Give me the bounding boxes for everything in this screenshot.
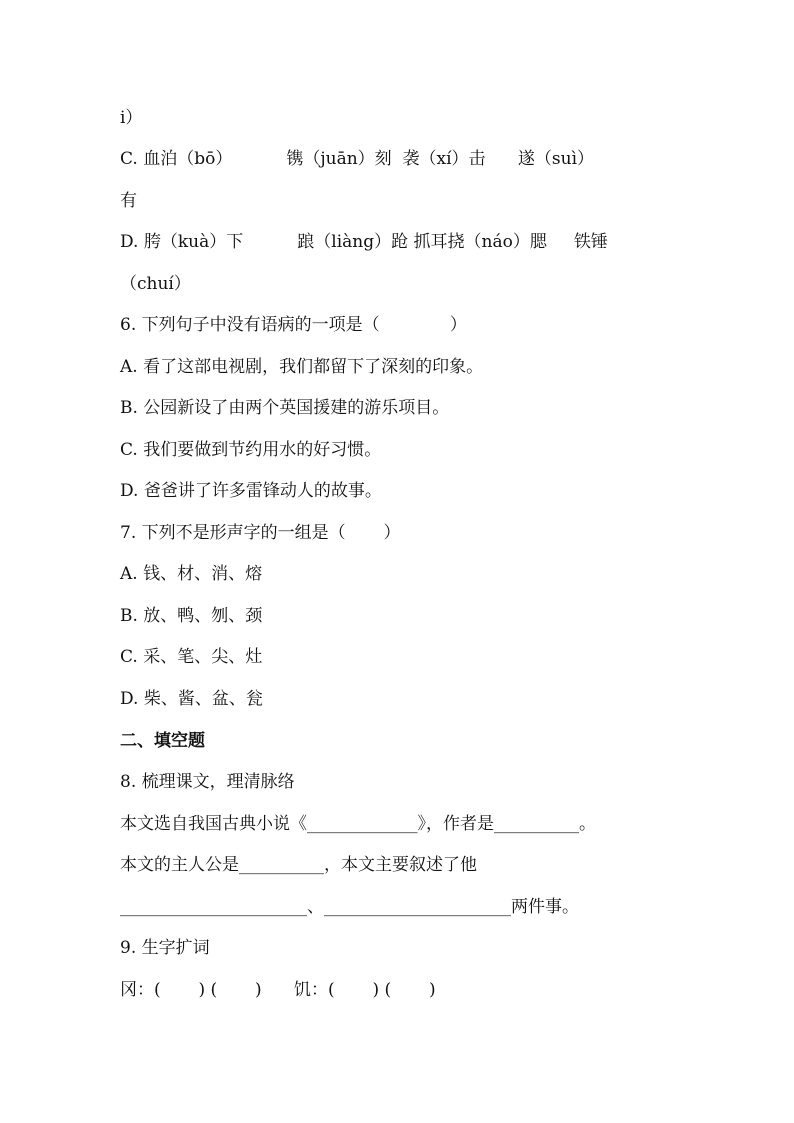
question-7-option-a: A. 钱、材、消、熔 (120, 564, 263, 584)
question-6-option-d: D. 爸爸讲了许多雷锋动人的故事。 (120, 481, 382, 501)
question-6-option-b: B. 公园新设了由两个英国援建的游乐项目。 (120, 398, 450, 418)
question-8-line-3: ______________________、______________________两件事。 (120, 897, 579, 917)
question-8-line-2: 本文的主人公是__________，本文主要叙述了他 (120, 855, 477, 875)
question-7-option-c: C. 采、笔、尖、灶 (120, 647, 263, 667)
question-6-option-c: C. 我们要做到节约用水的好习惯。 (120, 440, 382, 460)
text-line-option-c: C. 血泊（bō） 镌（juān）刻 袭（xí）击 遂（suì） (120, 149, 595, 169)
question-6: 6. 下列句子中没有语病的一项是（ ） (120, 315, 467, 335)
text-line-option-b-continuation: i） (120, 108, 143, 128)
question-9-blanks: 冈：( ) ( ) 饥：( ) ( ) (120, 980, 436, 1000)
text-line-option-c-continuation: 有 (120, 191, 137, 211)
section-heading-fill-in: 二、填空题 (120, 731, 205, 751)
question-7-option-b: B. 放、鸭、刎、颈 (120, 606, 263, 626)
question-6-option-a: A. 看了这部电视剧，我们都留下了深刻的印象。 (120, 357, 484, 377)
question-8: 8. 梳理课文，理清脉络 (120, 772, 295, 792)
question-9: 9. 生字扩词 (120, 938, 210, 958)
question-7-option-d: D. 柴、酱、盆、瓮 (120, 689, 263, 709)
question-7: 7. 下列不是形声字的一组是（ ） (120, 523, 401, 543)
question-8-line-1: 本文选自我国古典小说《_____________》，作者是__________。 (120, 814, 596, 834)
text-line-option-d: D. 胯（kuà）下 踉（liàng）跄 抓耳挠（náo）腮 铁锤 (120, 232, 608, 252)
text-line-option-d-continuation: （chuí） (120, 274, 191, 294)
